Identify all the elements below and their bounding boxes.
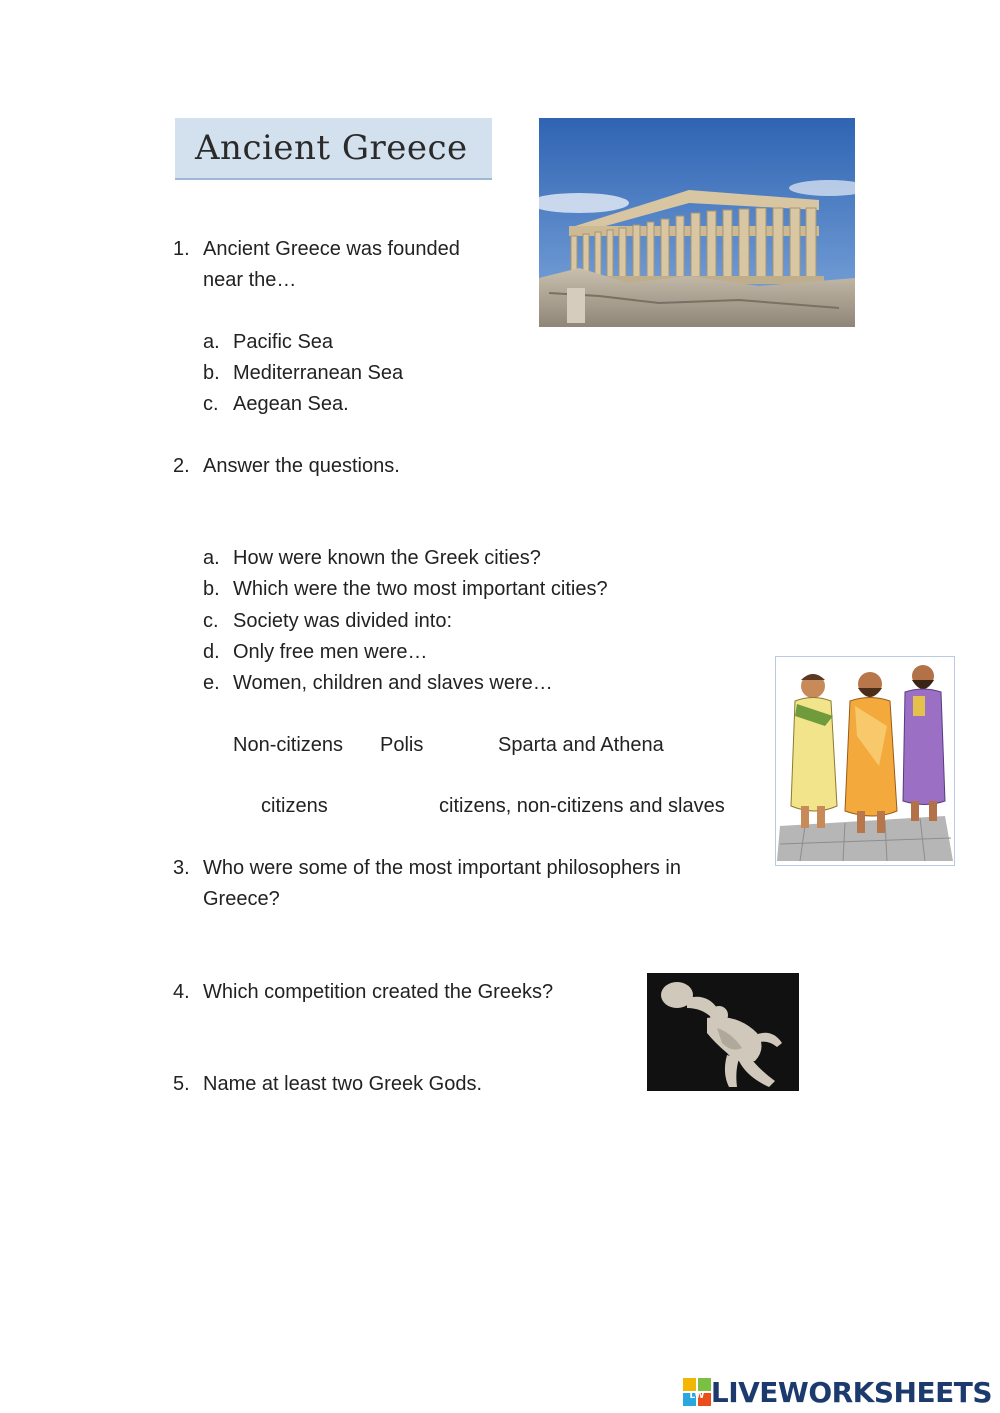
option-letter: a. [203, 331, 220, 353]
item-text: Women, children and slaves were… [233, 672, 553, 694]
question-number: 1. [173, 238, 190, 260]
question-text: Ancient Greece was founded [203, 238, 460, 260]
question-text: Who were some of the most important philosophers in [203, 857, 681, 879]
question-text: Name at least two Greek Gods. [203, 1073, 483, 1095]
svg-text:LW: LW [689, 1391, 705, 1401]
q2-item-c [203, 606, 452, 637]
option-text: Pacific Sea [233, 331, 334, 353]
discobolus-statue-image [647, 973, 799, 1091]
q2-item-a [203, 543, 541, 574]
word-bank-polis[interactable]: Polis [380, 734, 424, 756]
question-number: 4. [173, 981, 190, 1003]
title-banner [175, 118, 492, 180]
word-bank-sparta-athena[interactable]: Sparta and Athena [498, 734, 664, 756]
option-letter: b. [203, 362, 220, 384]
question-1-line-2 [203, 265, 296, 296]
page-title: Ancient Greece [195, 128, 468, 168]
word-bank-classes[interactable]: citizens, non-citizens and slaves [439, 795, 725, 817]
question-3-line-2 [203, 884, 280, 915]
option-text: Aegean Sea. [233, 393, 349, 415]
item-text: How were known the Greek cities? [233, 547, 541, 569]
option-b [203, 358, 403, 389]
parthenon-image [539, 118, 855, 327]
question-1 [173, 234, 460, 265]
brand-name: LIVEWORKSHEETS [710, 1375, 992, 1409]
question-4 [173, 977, 553, 1008]
word-bank-citizens[interactable]: citizens [261, 795, 328, 817]
item-letter: e. [203, 672, 220, 694]
item-letter: b. [203, 578, 220, 600]
question-number: 5. [173, 1073, 190, 1095]
option-a [203, 327, 333, 358]
item-text: Only free men were… [233, 641, 428, 663]
question-text: Answer the questions. [203, 455, 400, 477]
question-text: near the… [203, 269, 297, 291]
word-bank-non-citizens[interactable]: Non-citizens [233, 734, 344, 756]
question-number: 3. [173, 857, 190, 879]
q2-item-d [203, 637, 428, 668]
q2-item-b [203, 574, 608, 605]
option-text: Mediterranean Sea [233, 362, 404, 384]
question-5 [173, 1069, 482, 1100]
greek-citizens-image [775, 656, 955, 866]
liveworksheets-logo [683, 1377, 992, 1407]
item-letter: d. [203, 641, 220, 663]
q2-item-e [203, 668, 553, 699]
option-c [203, 389, 349, 420]
question-text: Which competition created the Greeks? [203, 981, 554, 1003]
option-letter: c. [203, 393, 219, 415]
item-text: Which were the two most important cities? [233, 578, 608, 600]
question-number: 2. [173, 455, 190, 477]
question-2 [173, 451, 400, 482]
item-letter: a. [203, 547, 220, 569]
item-letter: c. [203, 610, 219, 632]
item-text: Society was divided into: [233, 610, 453, 632]
liveworksheets-badge-icon [683, 1378, 711, 1406]
question-text: Greece? [203, 888, 280, 910]
question-3 [173, 853, 681, 884]
